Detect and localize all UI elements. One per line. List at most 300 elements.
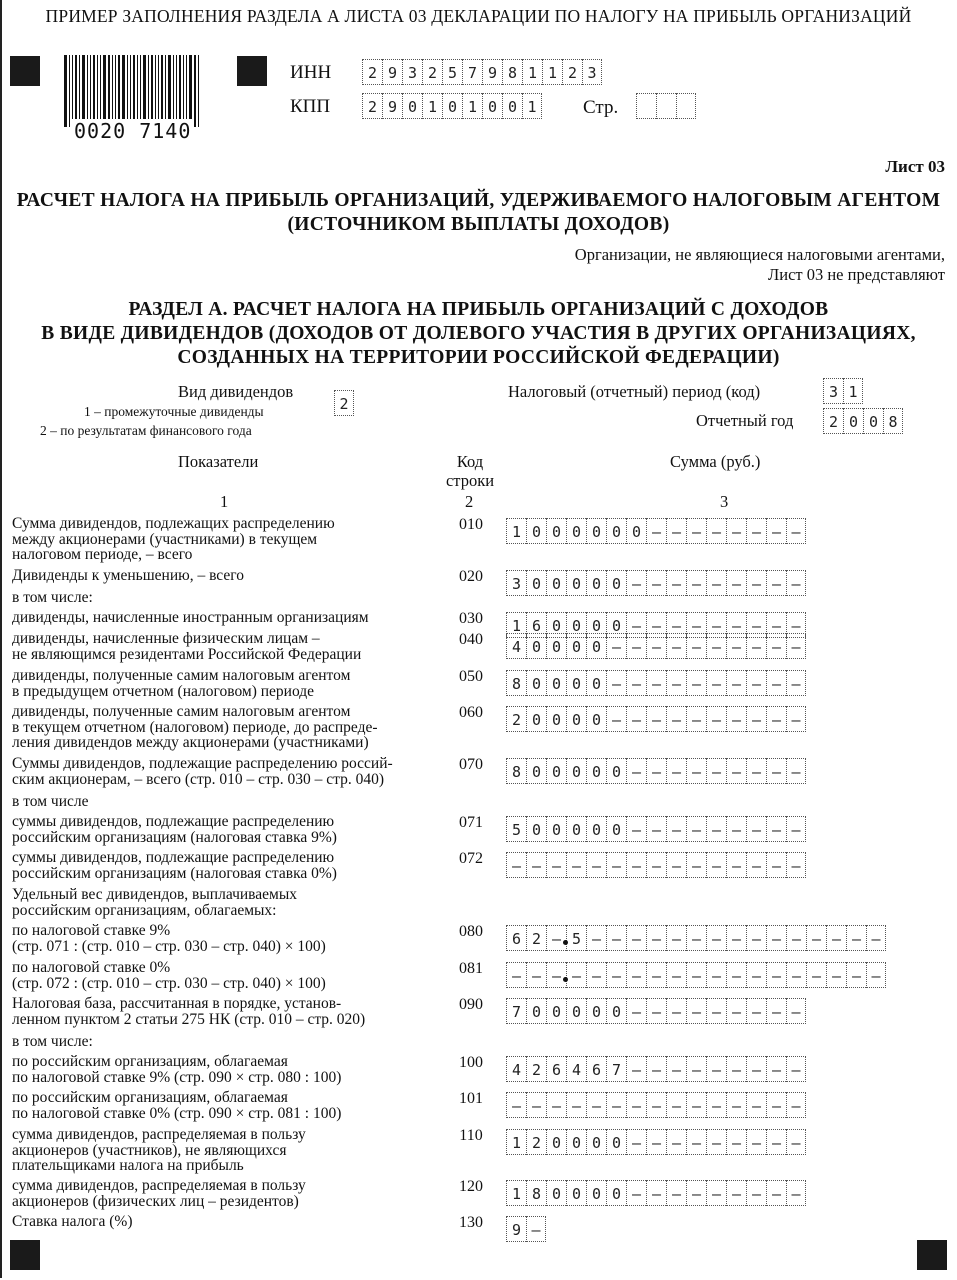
amount-field-071[interactable]: [506, 816, 806, 842]
page-title: ПРИМЕР ЗАПОЛНЕНИЯ РАЗДЕЛА А ЛИСТА 03 ДЕКЛАРАЦИИ ПО НАЛОГУ НА ПРИБЫЛЬ ОРГАНИЗАЦИЙ: [45, 6, 912, 26]
digit-cell: –: [586, 852, 606, 878]
row-label-line: по налоговой ставке 0%: [12, 959, 171, 976]
digit-cell: –: [646, 1056, 666, 1082]
digit-cell: 9: [382, 93, 402, 119]
row-label: [12, 1034, 442, 1050]
digit-cell: 0: [546, 816, 566, 842]
dividend-type-option-2: 2 – по результатам финансового года: [40, 423, 252, 438]
digit-cell: 0: [606, 612, 626, 638]
digit-cell: –: [646, 1129, 666, 1155]
digit-cell: –: [726, 1129, 746, 1155]
digit-cell: 7: [506, 998, 526, 1024]
section-title-line2: В ВИДЕ ДИВИДЕНДОВ (ДОХОДОВ ОТ ДОЛЕВОГО УЧАСТИЯ В ДРУГИХ ОРГАНИЗАЦИЯХ,: [41, 323, 916, 344]
digit-cell: –: [706, 925, 726, 951]
digit-cell: –: [626, 816, 646, 842]
col-header-amount: Сумма (руб.): [670, 452, 761, 471]
row-label-line: дивиденды, начисленные иностранным организациям: [12, 609, 369, 626]
digit-cell: 1: [506, 1180, 526, 1206]
row-label-line: сумма дивидендов, распределяемая в пользу: [12, 1177, 306, 1194]
digit-cell: [676, 93, 696, 119]
kpp-label: КПП: [290, 96, 331, 117]
amount-field-070[interactable]: [506, 758, 806, 784]
digit-cell: –: [606, 706, 626, 732]
col-header-code-line2: строки: [445, 471, 495, 490]
row-label: [12, 756, 442, 787]
digit-cell: 1: [843, 378, 863, 404]
amount-field-020[interactable]: [506, 570, 806, 596]
row-label: [12, 568, 442, 584]
digit-cell: –: [686, 518, 706, 544]
digit-cell: 4: [506, 633, 526, 659]
digit-cell: 1: [506, 518, 526, 544]
row-code: 070: [459, 756, 483, 773]
page-number-field[interactable]: [636, 93, 696, 119]
digit-cell: –: [646, 706, 666, 732]
digit-cell: –: [726, 816, 746, 842]
digit-cell: –: [606, 962, 626, 988]
digit-cell: –: [786, 1129, 806, 1155]
digit-cell: –: [726, 962, 746, 988]
digit-cell: –: [726, 612, 746, 638]
digit-cell: –: [706, 570, 726, 596]
amount-field-090[interactable]: [506, 998, 806, 1024]
row-code: 090: [459, 996, 483, 1013]
digit-cell: 2: [422, 59, 442, 85]
digit-cell: 3: [582, 59, 602, 85]
digit-cell: –: [706, 758, 726, 784]
amount-field-120[interactable]: [506, 1180, 806, 1206]
digit-cell: –: [826, 962, 846, 988]
digit-cell: 0: [566, 518, 586, 544]
row-label-line: акционеров (физических лиц – резидентов): [12, 1192, 299, 1210]
digit-cell: –: [666, 998, 686, 1024]
digit-cell: 1: [542, 59, 562, 85]
digit-cell: –: [766, 852, 786, 878]
row-label-line: между акционерами (участниками) в текущем: [12, 530, 318, 548]
digit-cell: 5: [506, 816, 526, 842]
digit-cell: 3: [506, 570, 526, 596]
digit-cell: 0: [606, 816, 626, 842]
dividend-type-field[interactable]: [334, 390, 354, 416]
amount-field-040[interactable]: [506, 633, 806, 659]
row-label-line: (стр. 071 : (стр. 010 – стр. 030 – стр. 040) × 100): [12, 937, 326, 955]
row-label-line: дивиденды, полученные самим налоговым агентом: [12, 667, 351, 684]
row-label-line: ским акционерам, – всего (стр. 010 – стр. 030 – стр. 040): [12, 770, 384, 788]
digit-cell: –: [726, 852, 746, 878]
digit-cell: 0: [586, 570, 606, 596]
digit-cell: –: [766, 1056, 786, 1082]
row-label: [12, 996, 442, 1027]
digit-cell: 0: [586, 758, 606, 784]
digit-cell: 2: [526, 1129, 546, 1155]
dividend-type-label: Вид дивидендов: [178, 382, 294, 401]
row-label-line: в текущем отчетном (налоговом) периоде, до распреде-: [12, 718, 378, 736]
digit-cell: –: [626, 706, 646, 732]
digit-cell: 0: [546, 998, 566, 1024]
digit-cell: 9: [382, 59, 402, 85]
row-label-line: российским организациям (налоговая ставка 0%): [12, 864, 337, 882]
amount-field-130[interactable]: [506, 1216, 546, 1242]
digit-cell: 8: [506, 670, 526, 696]
row-label-line: не являющимся резидентами Российской Федерации: [12, 645, 362, 663]
digit-cell: –: [786, 925, 806, 951]
row-label-line: дивиденды, полученные самим налоговым агентом: [12, 703, 351, 720]
digit-cell: –: [746, 1092, 766, 1118]
row-label-line: по российским организациям, облагаемая: [12, 1053, 288, 1070]
digit-cell: 0: [526, 816, 546, 842]
year-field[interactable]: [823, 408, 903, 434]
digit-cell: 1: [522, 93, 542, 119]
digit-cell: –: [666, 852, 686, 878]
row-code: 101: [459, 1090, 483, 1107]
row-code: 040: [459, 631, 483, 648]
digit-cell: –: [646, 852, 666, 878]
row-label-line: ления дивидендов между акционерами (участниками): [12, 734, 369, 751]
digit-cell: 0: [566, 570, 586, 596]
digit-cell: 2: [526, 925, 546, 951]
digit-cell: –: [766, 962, 786, 988]
kpp-field[interactable]: [362, 93, 542, 119]
digit-cell: 6: [546, 1056, 566, 1082]
digit-cell: –: [766, 633, 786, 659]
row-label-line: суммы дивидендов, подлежащие распределению: [12, 849, 335, 866]
row-label: [12, 850, 442, 881]
digit-cell: 1: [522, 59, 542, 85]
digit-cell: 0: [526, 706, 546, 732]
digit-cell: –: [686, 852, 706, 878]
digit-cell: 0: [526, 998, 546, 1024]
row-label-line: (стр. 072 : (стр. 010 – стр. 030 – стр. 040) × 100): [12, 974, 326, 992]
digit-cell: 2: [362, 93, 382, 119]
digit-cell: 0: [606, 758, 626, 784]
digit-cell: –: [786, 1056, 806, 1082]
digit-cell: 2: [526, 1056, 546, 1082]
digit-cell: –: [706, 998, 726, 1024]
row-label-line: в том числе:: [12, 589, 93, 606]
dividend-type-option-1: 1 – промежуточные дивиденды: [84, 404, 264, 419]
digit-cell: 1: [462, 93, 482, 119]
digit-cell: –: [686, 1092, 706, 1118]
digit-cell: –: [866, 962, 886, 988]
row-code: 072: [459, 850, 483, 867]
row-label-line: Налоговая база, рассчитанная в порядке, установ-: [12, 995, 342, 1012]
digit-cell: 0: [566, 706, 586, 732]
digit-cell: 8: [502, 59, 522, 85]
amount-field-080[interactable]: [506, 925, 886, 951]
digit-cell: –: [706, 1056, 726, 1082]
digit-cell: –: [626, 852, 646, 878]
digit-cell: –: [666, 925, 686, 951]
digit-cell: –: [646, 925, 666, 951]
inn-label: ИНН: [290, 62, 332, 83]
digit-cell: –: [626, 670, 646, 696]
digit-cell: –: [766, 1129, 786, 1155]
digit-cell: –: [586, 925, 606, 951]
digit-cell: –: [726, 670, 746, 696]
digit-cell: –: [746, 1180, 766, 1206]
digit-cell: –: [726, 998, 746, 1024]
digit-cell: –: [766, 925, 786, 951]
digit-cell: –: [746, 758, 766, 784]
digit-cell: 0: [442, 93, 462, 119]
digit-cell: –: [766, 998, 786, 1024]
digit-cell: –: [546, 925, 566, 951]
digit-cell: –: [706, 852, 726, 878]
digit-cell: –: [666, 1180, 686, 1206]
digit-cell: 0: [586, 518, 606, 544]
digit-cell: –: [606, 925, 626, 951]
digit-cell: –: [586, 1092, 606, 1118]
digit-cell: –: [606, 633, 626, 659]
digit-cell: 2: [823, 408, 843, 434]
row-label-line: Ставка налога (%): [12, 1213, 133, 1230]
digit-cell: –: [666, 816, 686, 842]
row-code: 050: [459, 668, 483, 685]
row-label: [12, 631, 442, 662]
row-label: [12, 610, 442, 626]
digit-cell: –: [686, 1129, 706, 1155]
digit-cell: –: [506, 962, 526, 988]
row-label: [12, 923, 442, 954]
digit-cell: 0: [546, 1180, 566, 1206]
amount-field-110[interactable]: [506, 1129, 806, 1155]
note-line1: Организации, не являющиеся налоговыми агентами,: [574, 245, 945, 264]
row-code: 100: [459, 1054, 483, 1071]
digit-cell: –: [646, 758, 666, 784]
barcode: [64, 55, 204, 143]
digit-cell: 6: [526, 612, 546, 638]
digit-cell: –: [746, 962, 766, 988]
digit-cell: –: [686, 1180, 706, 1206]
year-label: Отчетный год: [696, 411, 794, 430]
digit-cell: –: [626, 633, 646, 659]
digit-cell: –: [686, 925, 706, 951]
digit-cell: 5: [566, 925, 586, 951]
row-label-line: по налоговой ставке 9%: [12, 922, 171, 939]
digit-cell: 0: [586, 998, 606, 1024]
digit-cell: –: [626, 925, 646, 951]
sheet-title-line2: (ИСТОЧНИКОМ ВЫПЛАТЫ ДОХОДОВ): [287, 214, 670, 235]
digit-cell: –: [686, 962, 706, 988]
digit-cell: –: [766, 758, 786, 784]
digit-cell: –: [686, 706, 706, 732]
digit-cell: 1: [506, 1129, 526, 1155]
row-label: [12, 668, 442, 699]
digit-cell: 0: [566, 670, 586, 696]
row-label-line: в предыдущем отчетном (налоговом) периоде: [12, 682, 315, 700]
row-code: 010: [459, 516, 483, 533]
digit-cell: –: [686, 816, 706, 842]
digit-cell: –: [706, 706, 726, 732]
row-label-line: по налоговой ставке 9% (стр. 090 × стр. 080 : 100): [12, 1068, 342, 1086]
digit-cell: –: [706, 670, 726, 696]
period-label: Налоговый (отчетный) период (код): [508, 382, 761, 401]
digit-cell: 0: [566, 758, 586, 784]
registration-marker: [10, 1240, 40, 1270]
section-title-line1: РАЗДЕЛ А. РАСЧЕТ НАЛОГА НА ПРИБЫЛЬ ОРГАНИЗАЦИЙ С ДОХОДОВ: [128, 299, 829, 320]
digit-cell: –: [526, 1092, 546, 1118]
sheet-label: Лист 03: [885, 157, 945, 176]
digit-cell: –: [766, 612, 786, 638]
col-header-code-line1: Код: [456, 452, 484, 471]
row-label: [12, 1127, 442, 1174]
digit-cell: 6: [506, 925, 526, 951]
row-label-line: в том числе:: [12, 1033, 93, 1050]
digit-cell: –: [726, 518, 746, 544]
amount-field-060[interactable]: [506, 706, 806, 732]
row-label-line: дивиденды, начисленные физическим лицам –: [12, 630, 320, 647]
digit-cell: –: [786, 633, 806, 659]
digit-cell: –: [666, 633, 686, 659]
digit-cell: –: [846, 925, 866, 951]
digit-cell: 0: [586, 1129, 606, 1155]
amount-field-050[interactable]: [506, 670, 806, 696]
digit-cell: –: [806, 925, 826, 951]
row-code: 030: [459, 610, 483, 627]
row-label-line: Удельный вес дивидендов, выплачиваемых: [12, 886, 298, 903]
digit-cell: –: [686, 670, 706, 696]
digit-cell: –: [646, 518, 666, 544]
digit-cell: –: [726, 633, 746, 659]
amount-field-072[interactable]: [506, 852, 806, 878]
digit-cell: 0: [526, 758, 546, 784]
col-number-3: 3: [720, 492, 729, 511]
digit-cell: 0: [546, 518, 566, 544]
digit-cell: 3: [402, 59, 422, 85]
digit-cell: –: [626, 998, 646, 1024]
digit-cell: 5: [442, 59, 462, 85]
digit-cell: –: [786, 1092, 806, 1118]
digit-cell: –: [626, 962, 646, 988]
digit-cell: –: [766, 706, 786, 732]
amount-field-101[interactable]: [506, 1092, 806, 1118]
row-code: 110: [459, 1127, 483, 1144]
digit-cell: –: [726, 758, 746, 784]
digit-cell: –: [786, 706, 806, 732]
row-label-line: сумма дивидендов, распределяемая в пользу: [12, 1126, 306, 1143]
row-label-line: плательщиками налога на прибыль: [12, 1157, 244, 1174]
digit-cell: –: [506, 852, 526, 878]
row-label-line: российским организациям (налоговая ставка 9%): [12, 828, 337, 846]
digit-cell: –: [666, 670, 686, 696]
digit-cell: 0: [526, 518, 546, 544]
digit-cell: –: [646, 612, 666, 638]
digit-cell: 0: [546, 1129, 566, 1155]
barcode-number: 0020 7140: [74, 119, 192, 143]
row-label: [12, 814, 442, 845]
digit-cell: –: [626, 1056, 646, 1082]
row-label: [12, 1090, 442, 1121]
digit-cell: –: [566, 852, 586, 878]
digit-cell: –: [786, 758, 806, 784]
digit-cell: –: [606, 1092, 626, 1118]
digit-cell: –: [586, 962, 606, 988]
row-label-line: Сумма дивидендов, подлежащих распределению: [12, 515, 335, 532]
digit-cell: –: [706, 518, 726, 544]
period-field[interactable]: [823, 378, 863, 404]
digit-cell: –: [706, 612, 726, 638]
row-label-line: налоговом периоде, – всего: [12, 546, 193, 563]
digit-cell: 1: [422, 93, 442, 119]
digit-cell: –: [766, 1180, 786, 1206]
digit-cell: 4: [566, 1056, 586, 1082]
digit-cell: [636, 93, 656, 119]
digit-cell: –: [766, 570, 786, 596]
row-label-line: российским организациям, облагаемых:: [12, 901, 277, 919]
digit-cell: 0: [566, 1180, 586, 1206]
digit-cell: –: [566, 962, 586, 988]
digit-cell: 8: [526, 1180, 546, 1206]
sheet-title-line1: РАСЧЕТ НАЛОГА НА ПРИБЫЛЬ ОРГАНИЗАЦИЙ, УДЕРЖИВАЕМОГО НАЛОГОВЫМ АГЕНТОМ: [16, 190, 941, 211]
digit-cell: 0: [526, 570, 546, 596]
digit-cell: –: [526, 1216, 546, 1242]
digit-cell: 0: [566, 1129, 586, 1155]
digit-cell: 0: [586, 612, 606, 638]
digit-cell: –: [546, 962, 566, 988]
amount-field-010[interactable]: [506, 518, 806, 544]
digit-cell: –: [786, 670, 806, 696]
row-label-line: по российским организациям, облагаемая: [12, 1089, 288, 1106]
inn-field[interactable]: [362, 59, 602, 85]
digit-cell: –: [646, 1092, 666, 1118]
digit-cell: 4: [506, 1056, 526, 1082]
digit-cell: –: [786, 816, 806, 842]
digit-cell: –: [626, 612, 646, 638]
registration-marker: [10, 56, 40, 86]
digit-cell: –: [686, 633, 706, 659]
row-code: 130: [459, 1214, 483, 1231]
digit-cell: –: [526, 852, 546, 878]
digit-cell: –: [606, 852, 626, 878]
digit-cell: 8: [883, 408, 903, 434]
digit-cell: 0: [606, 570, 626, 596]
digit-cell: –: [626, 758, 646, 784]
note-line2: Лист 03 не представляют: [768, 265, 945, 284]
row-code: 081: [459, 960, 483, 977]
digit-cell: –: [646, 816, 666, 842]
digit-cell: –: [746, 706, 766, 732]
row-label-line: акционеров (участников), не являющихся: [12, 1141, 287, 1159]
digit-cell: –: [746, 816, 766, 842]
page-number-label: Стр.: [583, 97, 619, 118]
digit-cell: 7: [462, 59, 482, 85]
digit-cell: –: [746, 570, 766, 596]
digit-cell: –: [606, 670, 626, 696]
digit-cell: 9: [506, 1216, 526, 1242]
digit-cell: –: [866, 925, 886, 951]
digit-cell: –: [726, 570, 746, 596]
digit-cell: –: [706, 962, 726, 988]
digit-cell: –: [726, 1092, 746, 1118]
digit-cell: 0: [402, 93, 422, 119]
amount-field-081[interactable]: [506, 962, 886, 988]
digit-cell: –: [846, 962, 866, 988]
digit-cell: 6: [586, 1056, 606, 1082]
digit-cell: –: [746, 1056, 766, 1082]
digit-cell: –: [666, 612, 686, 638]
row-code: 120: [459, 1178, 483, 1195]
amount-field-100[interactable]: [506, 1056, 806, 1082]
digit-cell: 0: [586, 633, 606, 659]
digit-cell: –: [806, 962, 826, 988]
digit-cell: 0: [526, 670, 546, 696]
digit-cell: 0: [546, 612, 566, 638]
digit-cell: –: [666, 1056, 686, 1082]
row-label: [12, 590, 442, 606]
row-label: [12, 1054, 442, 1085]
digit-cell: 0: [626, 518, 646, 544]
digit-cell: 0: [586, 816, 606, 842]
